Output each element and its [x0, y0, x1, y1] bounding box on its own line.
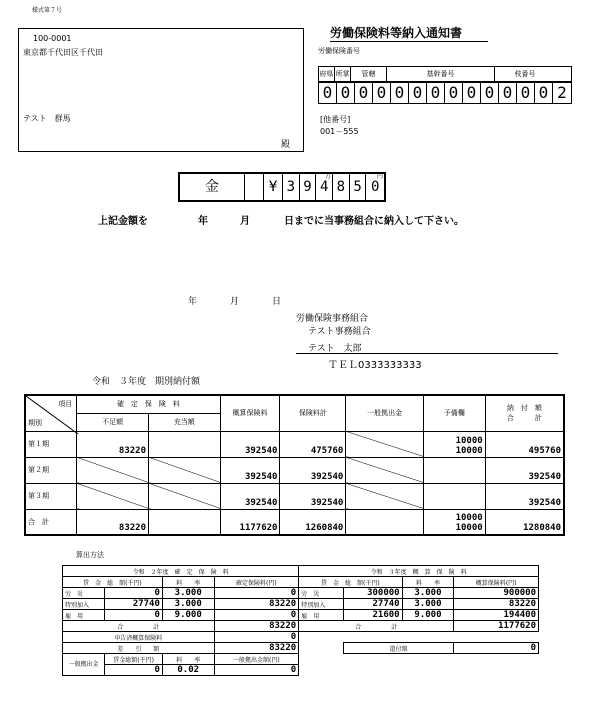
- calc-empty: [299, 654, 539, 665]
- calc-row-label-l: 労 災: [63, 588, 105, 599]
- amount-digit: 3: [283, 174, 300, 200]
- period-nofu: 495760: [485, 431, 564, 457]
- address-box: [18, 28, 304, 152]
- calc-h-unit: (千円): [125, 579, 142, 587]
- calc-row-label-r: 労 災: [299, 588, 344, 599]
- insurance-digit: 0: [319, 83, 337, 103]
- calc-amt-l: 83220: [214, 599, 299, 610]
- calc-rate-l: 9.000: [162, 610, 214, 621]
- period-nofu: 1280840: [485, 509, 564, 535]
- amount-digit: 9: [300, 174, 317, 200]
- period-table: [24, 394, 565, 536]
- amount-digit: ¥: [264, 174, 283, 200]
- insurance-no-grid: [318, 66, 572, 104]
- period-row: [25, 457, 564, 483]
- insurance-no-digits: [318, 82, 572, 104]
- notice-title: 労働保険料等納入通知書: [330, 24, 488, 42]
- calc-sabiki-label: 差 引 額: [63, 643, 215, 654]
- calc-shinkoku-label: 申告済概算保険料: [63, 632, 215, 643]
- period-juto: [149, 431, 221, 457]
- other-no-label: [他番号]: [320, 115, 351, 124]
- calc-amt-r: 194400: [454, 610, 539, 621]
- calc-row: [63, 599, 539, 610]
- period-ippan: [346, 483, 424, 509]
- period-gaisan: 392540: [220, 483, 280, 509]
- insurance-digit: 0: [391, 83, 409, 103]
- calc-h-rate-l: 料 率: [162, 577, 214, 588]
- calc-ippan-rate: 0.02: [162, 665, 214, 676]
- calc-left-title: 令和 ２年度 確 定 保 険 料: [63, 566, 299, 577]
- address-line: 東京都千代田区千代田: [23, 48, 103, 57]
- calc-ippan-amt: 0: [214, 665, 299, 676]
- period-fusoku: [77, 457, 149, 483]
- insurance-digit: 0: [463, 83, 481, 103]
- period-yobi: [423, 483, 485, 509]
- association-name: 労働保険事務組合: [296, 314, 369, 324]
- calc-rate-r: 3.000: [402, 588, 454, 599]
- amount-kin: 金: [180, 174, 245, 200]
- calc-h-amt-l: [214, 577, 299, 588]
- period-juto: [149, 483, 221, 509]
- calc-h-unit: (円): [505, 579, 517, 587]
- calc-total-r: 1177620: [454, 621, 539, 632]
- association-tel: ＴＥＬ0333333333: [328, 360, 422, 371]
- calc-h-unit: (千円): [363, 579, 380, 587]
- instruction-year: 年: [198, 216, 208, 227]
- calc-shinkoku-value: 0: [214, 632, 299, 643]
- period-nofu: 392540: [485, 483, 564, 509]
- hdr-kikan: 基幹番号: [387, 67, 495, 81]
- period-juto: [149, 509, 221, 535]
- period-row: [25, 509, 564, 535]
- calc-row-label-r: 特別加入: [299, 599, 344, 610]
- period-label: 合 計: [25, 509, 77, 535]
- calc-h-amt-text: 確定保険料: [236, 579, 267, 587]
- form-label: 様式第７号: [32, 7, 63, 14]
- period-gaisan: 392540: [220, 431, 280, 457]
- calc-ippan-row: [63, 665, 539, 676]
- calc-ippan-h-wage: 賃金総額(千円): [105, 654, 163, 665]
- insurance-digit: 0: [499, 83, 517, 103]
- period-gaisan: 1177620: [220, 509, 280, 535]
- amount-digit-text: 4: [319, 179, 329, 195]
- period-label: 第３期: [25, 483, 77, 509]
- corner-cell: [25, 395, 77, 431]
- association-rule: [296, 353, 558, 354]
- calc-total-label-r: 合 計: [299, 621, 454, 632]
- calc-title-row: [63, 566, 539, 577]
- unit-en: 円: [377, 173, 384, 180]
- amount-digit: [316, 174, 333, 200]
- period-gaisan: 392540: [220, 457, 280, 483]
- calc-h-wage-r: [299, 577, 402, 588]
- calc-wage-r: 300000: [343, 588, 402, 599]
- calc-ippan-label: 一般拠出金: [63, 654, 105, 676]
- period-yobi: [423, 457, 485, 483]
- hdr-juto: 充当額: [149, 413, 221, 431]
- calc-rate-r: 3.000: [402, 599, 454, 610]
- other-no-value: 001－555: [320, 127, 359, 136]
- unit-man: 万: [325, 173, 332, 180]
- calc-h-rate-r: 料 率: [402, 577, 454, 588]
- calc-h-unit: (円): [266, 579, 277, 587]
- honorific: 殿: [281, 140, 291, 150]
- insurance-digit: 0: [535, 83, 553, 103]
- calc-h-wage-text: 賃 金 総 額: [321, 579, 364, 587]
- period-fusoku: 83220: [77, 509, 149, 535]
- insurance-digit: 2: [557, 83, 567, 102]
- calc-h-amt-r: [454, 577, 539, 588]
- calc-shinkoku-row: [63, 632, 539, 643]
- calc-row: [63, 588, 539, 599]
- period-yobi-1: 10000: [455, 435, 483, 446]
- calc-table: [62, 565, 539, 676]
- amount-digit: [366, 174, 384, 200]
- calc-wage-r: 21600: [343, 610, 402, 621]
- calc-empty: [299, 643, 344, 654]
- calc-kanpu-value: 0: [454, 643, 539, 654]
- amount-digit: 5: [350, 174, 367, 200]
- insurance-digit: 0: [517, 83, 535, 103]
- hdr-pref: 府県: [319, 67, 335, 81]
- instruction-month: 月: [240, 216, 250, 227]
- insurance-digit: 0: [445, 83, 463, 103]
- calc-amt-r: 900000: [454, 588, 539, 599]
- calc-title: 算出方法: [76, 551, 104, 559]
- association-rep: テスト 太郎: [308, 344, 362, 354]
- calc-rate-l: 3.000: [162, 599, 214, 610]
- insurance-no-headers: [318, 66, 572, 82]
- calc-row-label-r: 雇 用: [299, 610, 344, 621]
- calc-ippan-wage: 0: [105, 665, 163, 676]
- period-label: 第１期: [25, 431, 77, 457]
- period-header-row: [25, 395, 564, 413]
- period-yobi: [423, 509, 485, 535]
- period-yobi-2: 10000: [455, 445, 483, 456]
- calc-h-wage-l: [63, 577, 163, 588]
- calc-amt-l: 0: [214, 610, 299, 621]
- period-fusoku: 83220: [77, 431, 149, 457]
- date-year: 年: [188, 297, 198, 307]
- calc-row: [63, 610, 539, 621]
- instruction-p2: 日までに当事務組合に納入して下さい。: [284, 216, 464, 227]
- insurance-digit: 0: [409, 83, 427, 103]
- hdr-gaisan: 概算保険料: [220, 395, 280, 431]
- calc-wage-l: 0: [105, 588, 163, 599]
- hdr-hokenkei: 保険料計: [280, 395, 346, 431]
- date-month: 月: [230, 297, 240, 307]
- calc-ippan-h-rate: 料 率: [162, 654, 214, 665]
- period-hokenkei: 475760: [280, 431, 346, 457]
- corner-top: 項目: [58, 400, 73, 408]
- amount-blank: [245, 174, 265, 200]
- calc-sabiki-row: [63, 643, 539, 654]
- period-yobi-2: 10000: [455, 523, 483, 533]
- corner-bottom: 期別: [28, 418, 42, 427]
- period-hokenkei: 392540: [280, 457, 346, 483]
- period-nofu: 392540: [485, 457, 564, 483]
- period-label: 第２期: [25, 457, 77, 483]
- calc-kanpu-label: 還付額: [343, 643, 453, 654]
- period-ippan: [346, 509, 424, 535]
- period-fusoku: [77, 483, 149, 509]
- period-hokenkei: 392540: [280, 483, 346, 509]
- amount-box: [178, 172, 386, 202]
- calc-right-title: 令和 ３年度 概 算 保 険 料: [299, 566, 539, 577]
- calc-empty: [299, 632, 539, 643]
- hdr-nofu: [485, 395, 564, 431]
- calc-ippan-header-row: [63, 654, 539, 665]
- period-juto: [149, 457, 221, 483]
- calc-rate-r: 9.000: [402, 610, 454, 621]
- hdr-fusoku: 不足額: [77, 413, 149, 431]
- calc-sabiki-value: 83220: [214, 643, 299, 654]
- insurance-digit: 0: [481, 83, 499, 103]
- insurance-digit: 0: [355, 83, 373, 103]
- calc-h-wage-text: 賃 金 総 額: [83, 579, 126, 587]
- calc-ippan-h-amt: 一般拠出金額(円): [214, 654, 299, 665]
- calc-rate-l: 3.000: [162, 588, 214, 599]
- period-ippan: [346, 431, 424, 457]
- hdr-yobi: 予備欄: [423, 395, 485, 431]
- association-branch: テスト事務組合: [308, 327, 371, 337]
- instruction-p1: 上記金額を: [98, 216, 148, 227]
- period-title: 令和 ３年度 期別納付額: [92, 377, 201, 387]
- calc-empty: [299, 665, 539, 676]
- insurance-digit: 0: [427, 83, 445, 103]
- calc-wage-l: 0: [105, 610, 163, 621]
- calc-row-label-l: 特別加入: [63, 599, 105, 610]
- amount-digit-text: 0: [371, 179, 380, 195]
- period-yobi-1: 10000: [455, 513, 483, 523]
- hdr-nofu-sub: 合 計: [506, 414, 542, 423]
- calc-total-row: [63, 621, 539, 632]
- period-row: [25, 483, 564, 509]
- calc-wage-r: 27740: [343, 599, 402, 610]
- calc-total-l: 83220: [214, 621, 299, 632]
- hdr-edaban: 枝番号: [514, 70, 536, 78]
- insurance-no-label: 労働保険番号: [318, 47, 360, 55]
- calc-wage-l: 27740: [105, 599, 163, 610]
- calc-total-label-l: 合 計: [63, 621, 215, 632]
- calc-amt-l: 0: [214, 588, 299, 599]
- period-ippan: [346, 457, 424, 483]
- calc-h-amt-text: 概算保険料: [475, 579, 506, 587]
- hdr-kankatsu: 管轄: [351, 67, 387, 81]
- calc-header-row: [63, 577, 539, 588]
- period-row: [25, 431, 564, 457]
- period-hokenkei: 1260840: [280, 509, 346, 535]
- hdr-shosho: 所掌: [335, 67, 351, 81]
- postal-code: 100-0001: [33, 34, 72, 43]
- hdr-nofu-main: 納 付 額: [506, 404, 542, 413]
- hdr-kakutei: 確 定 保 険 料: [77, 395, 220, 413]
- hdr-ippan: 一般拠出金: [346, 395, 424, 431]
- insurance-digit: 0: [373, 83, 391, 103]
- amount-digit: 8: [333, 174, 350, 200]
- date-day: 日: [272, 297, 282, 307]
- recipient-name: テスト 群馬: [23, 114, 71, 123]
- calc-amt-r: 83220: [454, 599, 539, 610]
- calc-row-label-l: 雇 用: [63, 610, 105, 621]
- insurance-digit: 0: [337, 83, 355, 103]
- period-yobi: [423, 431, 485, 457]
